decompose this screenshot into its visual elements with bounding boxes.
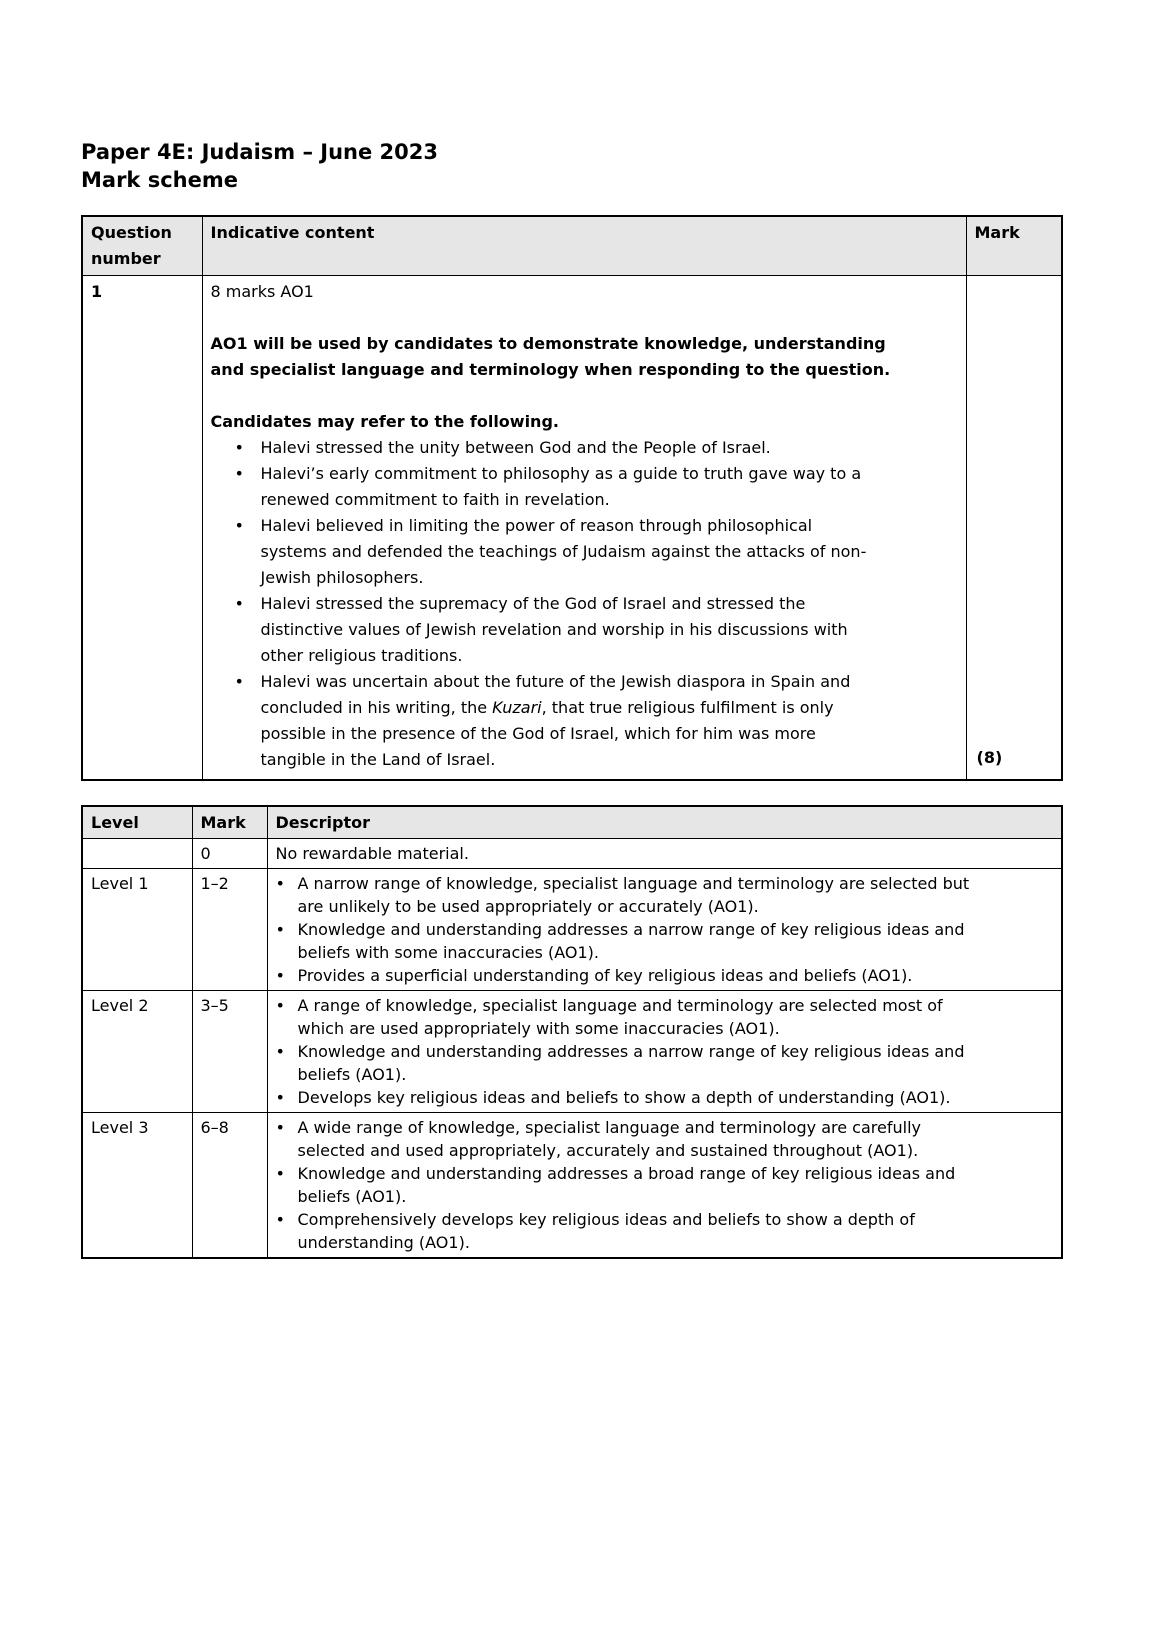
header-question-number: Question number [82, 216, 202, 276]
descriptor-bullet: • Knowledge and understanding addresses a broad range of key religious ideas and beliefs (AO1). [276, 1162, 986, 1208]
bullet-item: • Halevi believed in limiting the power of reason through philosophical systems and defended the teachings of Judaism against the attacks of non-Jewish philosophers. [235, 513, 880, 591]
page-title [81, 138, 1158, 194]
descriptor-cell [267, 1113, 1062, 1259]
level-cell: Level 1 [82, 869, 192, 991]
descriptor-bullet: • Provides a superficial understanding of key religious ideas and beliefs (AO1). [276, 964, 986, 987]
lead-in: Candidates may refer to the following. [210, 412, 559, 431]
level-row-1 [82, 869, 1062, 991]
descriptor-bullet: • A wide range of knowledge, specialist language and terminology are carefully selected and used appropriately, accurately and sustained throughout (AO1). [276, 1116, 986, 1162]
level-row-2 [82, 991, 1062, 1113]
header-level: Level [82, 806, 192, 839]
bullet-item: • Halevi stressed the unity between God and the People of Israel. [235, 435, 880, 461]
marks-intro: 8 marks AO1 [210, 282, 314, 301]
descriptor-bullet: • Knowledge and understanding addresses a narrow range of key religious ideas and beliefs with some inaccuracies (AO1). [276, 918, 986, 964]
descriptor-bullets [276, 872, 1054, 987]
header-indicative-content: Indicative content [202, 216, 966, 276]
mark-cell: 6–8 [192, 1113, 267, 1259]
header-mark: Mark [966, 216, 1062, 276]
mark-cell: 3–5 [192, 991, 267, 1113]
bullet-text-post: , that true religious fulfilment is only possible in the presence of the God of Israel, which for him was more tangible in the Land of Israel. [260, 698, 834, 769]
mark-value-cell: (8) [966, 276, 1062, 781]
mark-cell: 0 [192, 839, 267, 869]
bullet-item: • Halevi stressed the supremacy of the God of Israel and stressed the distinctive values of Jewish revelation and worship in his discussions with other religious traditions. [235, 591, 880, 669]
descriptor-bullet: • Develops key religious ideas and beliefs to show a depth of understanding (AO1). [276, 1086, 986, 1109]
header-level-mark: Mark [192, 806, 267, 839]
title-line-2: Mark scheme [81, 168, 238, 192]
header-descriptor: Descriptor [267, 806, 1062, 839]
bullet-item: • Halevi’s early commitment to philosophy as a guide to truth gave way to a renewed commitment to faith in revelation. [235, 461, 880, 513]
level-row-3 [82, 1113, 1062, 1259]
descriptor-bullet: • Comprehensively develops key religious ideas and beliefs to show a depth of understanding (AO1). [276, 1208, 986, 1254]
indicative-content-cell [202, 276, 966, 781]
descriptor-cell [267, 991, 1062, 1113]
title-line-1: Paper 4E: Judaism – June 2023 [81, 140, 438, 164]
levels-table [81, 805, 1063, 1259]
level-cell: Level 2 [82, 991, 192, 1113]
book-title-italic: Kuzari [492, 698, 542, 717]
descriptor-bullet: • A narrow range of knowledge, specialist language and terminology are selected but are unlikely to be used appropriately or accurately (AO1). [276, 872, 986, 918]
question-row [82, 276, 1062, 781]
question-table [81, 215, 1063, 781]
levels-table-header-row [82, 806, 1062, 839]
descriptor-bullet: • Knowledge and understanding addresses a narrow range of key religious ideas and beliefs (AO1). [276, 1040, 986, 1086]
bullet-item-with-italic [235, 669, 880, 773]
question-table-header-row [82, 216, 1062, 276]
indicative-bullets [211, 435, 958, 773]
descriptor-bullets [276, 1116, 1054, 1254]
ao1-note: AO1 will be used by candidates to demonstrate knowledge, understanding and specialist language and terminology when responding to the question. [210, 334, 891, 379]
bullet-text-pre: Halevi was uncertain about the future of the Jewish diaspora in Spain and concluded in his writing, the [260, 672, 851, 717]
descriptor-bullets [276, 994, 1054, 1109]
descriptor-cell [267, 869, 1062, 991]
level-cell-empty [82, 839, 192, 869]
descriptor-bullet: • A range of knowledge, specialist language and terminology are selected most of which are used appropriately with some inaccuracies (AO1). [276, 994, 986, 1040]
level-cell: Level 3 [82, 1113, 192, 1259]
descriptor-cell: No rewardable material. [267, 839, 1062, 869]
question-number-cell: 1 [82, 276, 202, 781]
mark-cell: 1–2 [192, 869, 267, 991]
level-row-zero [82, 839, 1062, 869]
